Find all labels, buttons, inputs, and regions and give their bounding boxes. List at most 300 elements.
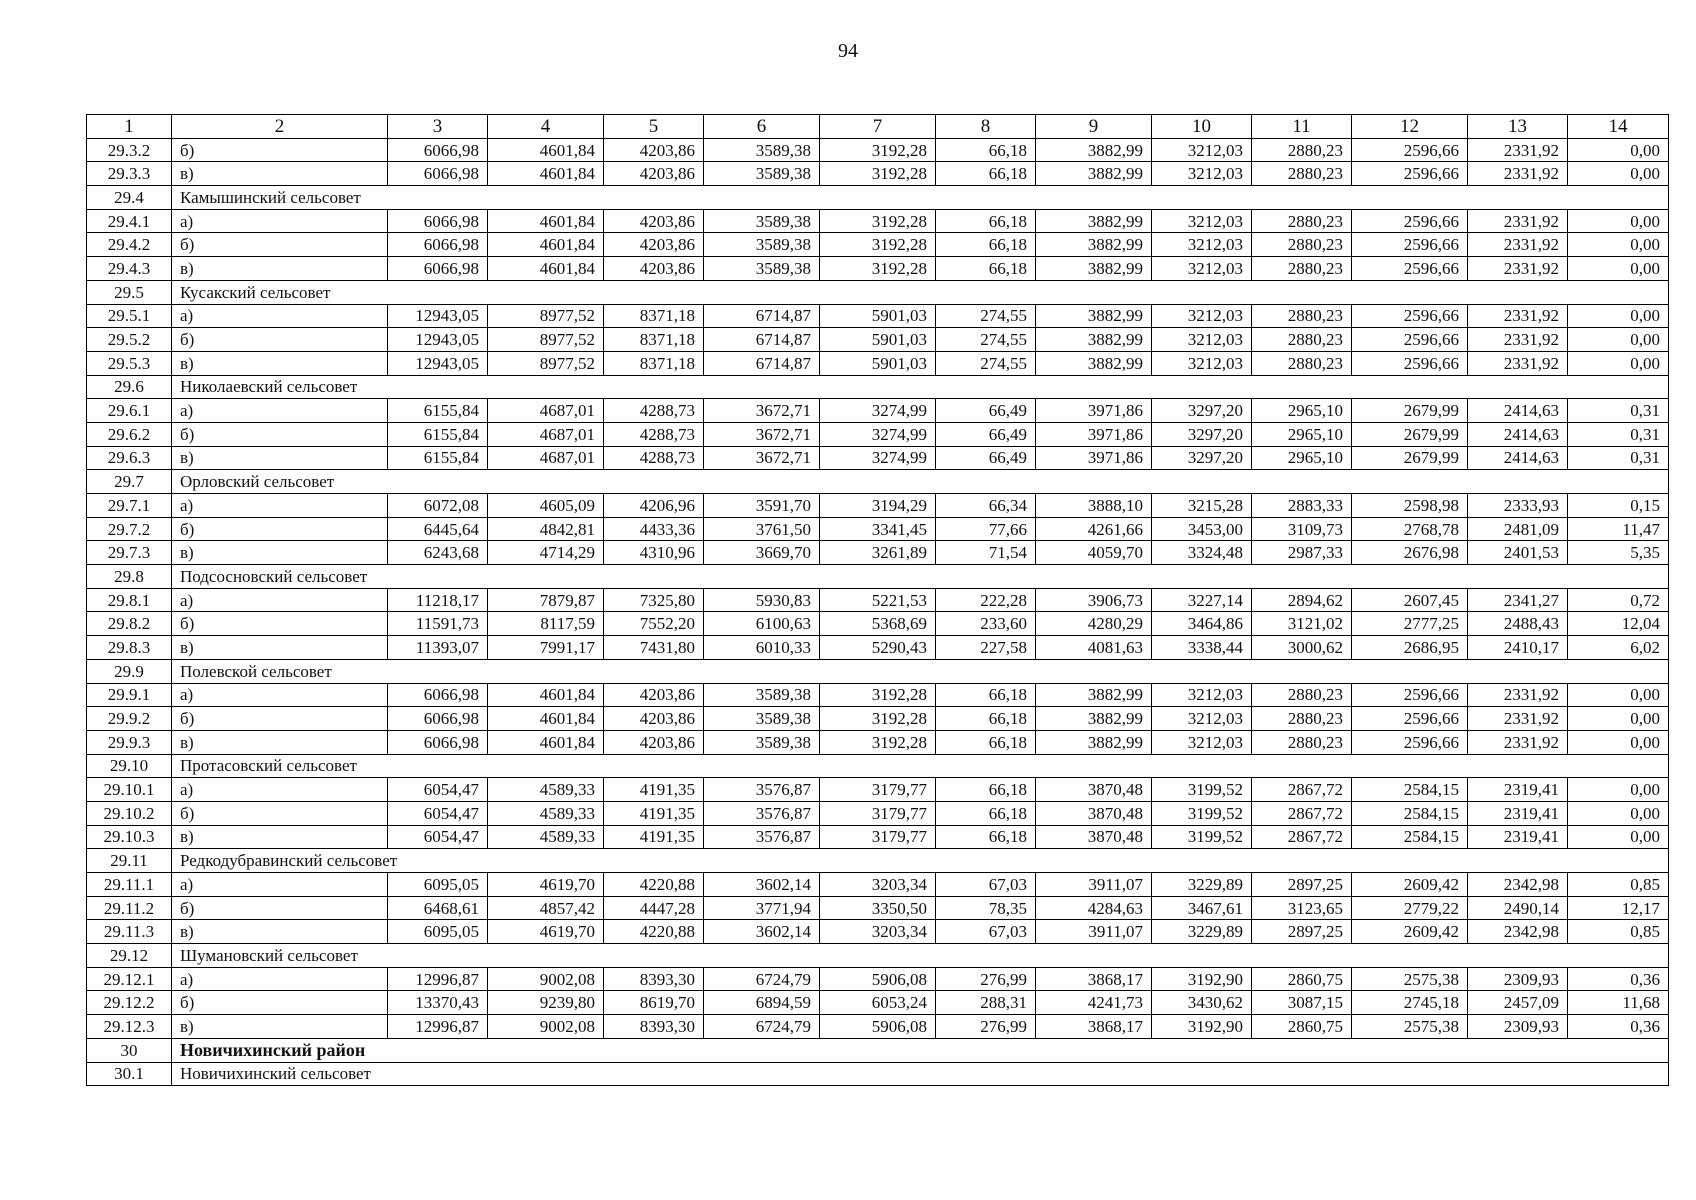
column-number-header-row bbox=[87, 115, 1669, 139]
value-cell: 3179,77 bbox=[820, 825, 936, 849]
table-row bbox=[87, 541, 1669, 565]
value-cell: 2609,42 bbox=[1352, 873, 1468, 897]
row-label: б) bbox=[172, 991, 388, 1015]
value-cell: 3576,87 bbox=[704, 778, 820, 802]
value-cell: 3882,99 bbox=[1036, 707, 1152, 731]
value-cell: 3192,28 bbox=[820, 209, 936, 233]
group-title: Орловский сельсовет bbox=[172, 470, 1669, 494]
value-cell: 4601,84 bbox=[488, 730, 604, 754]
value-cell: 2333,93 bbox=[1468, 494, 1568, 518]
value-cell: 8371,18 bbox=[604, 304, 704, 328]
value-cell: 8977,52 bbox=[488, 328, 604, 352]
value-cell: 2341,27 bbox=[1468, 588, 1568, 612]
row-code: 29.10.3 bbox=[87, 825, 172, 849]
column-header: 10 bbox=[1152, 115, 1252, 139]
value-cell: 2401,53 bbox=[1468, 541, 1568, 565]
value-cell: 2584,15 bbox=[1352, 801, 1468, 825]
value-cell: 66,49 bbox=[936, 446, 1036, 470]
value-cell: 0,00 bbox=[1568, 304, 1669, 328]
value-cell: 2768,78 bbox=[1352, 517, 1468, 541]
group-row bbox=[87, 659, 1669, 683]
value-cell: 3109,73 bbox=[1252, 517, 1352, 541]
value-cell: 3229,89 bbox=[1152, 920, 1252, 944]
value-cell: 2331,92 bbox=[1468, 707, 1568, 731]
value-cell: 66,18 bbox=[936, 257, 1036, 281]
value-cell: 66,18 bbox=[936, 730, 1036, 754]
group-row bbox=[87, 375, 1669, 399]
value-cell: 8117,59 bbox=[488, 612, 604, 636]
value-cell: 3324,48 bbox=[1152, 541, 1252, 565]
value-cell: 2414,63 bbox=[1468, 446, 1568, 470]
value-cell: 6066,98 bbox=[388, 162, 488, 186]
value-cell: 3467,61 bbox=[1152, 896, 1252, 920]
value-cell: 2309,93 bbox=[1468, 1015, 1568, 1039]
value-cell: 6054,47 bbox=[388, 825, 488, 849]
row-label: а) bbox=[172, 873, 388, 897]
value-cell: 2880,23 bbox=[1252, 730, 1352, 754]
value-cell: 0,00 bbox=[1568, 778, 1669, 802]
value-cell: 3261,89 bbox=[820, 541, 936, 565]
value-cell: 7325,80 bbox=[604, 588, 704, 612]
value-cell: 3297,20 bbox=[1152, 399, 1252, 423]
row-code: 29.10 bbox=[87, 754, 172, 778]
value-cell: 66,18 bbox=[936, 233, 1036, 257]
value-cell: 6724,79 bbox=[704, 1015, 820, 1039]
table-row bbox=[87, 991, 1669, 1015]
value-cell: 2867,72 bbox=[1252, 825, 1352, 849]
value-cell: 2609,42 bbox=[1352, 920, 1468, 944]
value-cell: 66,18 bbox=[936, 162, 1036, 186]
value-cell: 2880,23 bbox=[1252, 233, 1352, 257]
table-row bbox=[87, 778, 1669, 802]
value-cell: 4605,09 bbox=[488, 494, 604, 518]
value-cell: 6066,98 bbox=[388, 233, 488, 257]
column-header: 6 bbox=[704, 115, 820, 139]
value-cell: 3350,50 bbox=[820, 896, 936, 920]
table-row bbox=[87, 304, 1669, 328]
value-cell: 66,18 bbox=[936, 801, 1036, 825]
value-cell: 3212,03 bbox=[1152, 730, 1252, 754]
value-cell: 6054,47 bbox=[388, 801, 488, 825]
row-label: а) bbox=[172, 588, 388, 612]
value-cell: 3589,38 bbox=[704, 138, 820, 162]
value-cell: 6066,98 bbox=[388, 730, 488, 754]
value-cell: 4284,63 bbox=[1036, 896, 1152, 920]
value-cell: 2777,25 bbox=[1352, 612, 1468, 636]
table-row bbox=[87, 707, 1669, 731]
value-cell: 3297,20 bbox=[1152, 446, 1252, 470]
value-cell: 2607,45 bbox=[1352, 588, 1468, 612]
value-cell: 3589,38 bbox=[704, 233, 820, 257]
value-cell: 4220,88 bbox=[604, 920, 704, 944]
value-cell: 5906,08 bbox=[820, 967, 936, 991]
section-row bbox=[87, 1038, 1669, 1062]
value-cell: 4601,84 bbox=[488, 209, 604, 233]
value-cell: 2867,72 bbox=[1252, 778, 1352, 802]
value-cell: 0,00 bbox=[1568, 730, 1669, 754]
value-cell: 12943,05 bbox=[388, 328, 488, 352]
row-code: 29.10.2 bbox=[87, 801, 172, 825]
value-cell: 6445,64 bbox=[388, 517, 488, 541]
row-code: 29.9.2 bbox=[87, 707, 172, 731]
value-cell: 2414,63 bbox=[1468, 399, 1568, 423]
value-cell: 3179,77 bbox=[820, 801, 936, 825]
value-cell: 2331,92 bbox=[1468, 209, 1568, 233]
row-code: 29.4.2 bbox=[87, 233, 172, 257]
value-cell: 2331,92 bbox=[1468, 162, 1568, 186]
table-row bbox=[87, 446, 1669, 470]
row-label: а) bbox=[172, 399, 388, 423]
value-cell: 3589,38 bbox=[704, 257, 820, 281]
value-cell: 2331,92 bbox=[1468, 138, 1568, 162]
value-cell: 2331,92 bbox=[1468, 730, 1568, 754]
value-cell: 3868,17 bbox=[1036, 967, 1152, 991]
value-cell: 0,31 bbox=[1568, 399, 1669, 423]
value-cell: 3192,28 bbox=[820, 730, 936, 754]
value-cell: 4447,28 bbox=[604, 896, 704, 920]
value-cell: 2410,17 bbox=[1468, 636, 1568, 660]
value-cell: 12,17 bbox=[1568, 896, 1669, 920]
value-cell: 3192,90 bbox=[1152, 967, 1252, 991]
value-cell: 2457,09 bbox=[1468, 991, 1568, 1015]
row-code: 29.11.3 bbox=[87, 920, 172, 944]
value-cell: 3882,99 bbox=[1036, 730, 1152, 754]
table-row bbox=[87, 730, 1669, 754]
value-cell: 5901,03 bbox=[820, 351, 936, 375]
value-cell: 4857,42 bbox=[488, 896, 604, 920]
row-label: в) bbox=[172, 162, 388, 186]
value-cell: 3911,07 bbox=[1036, 920, 1152, 944]
value-cell: 7552,20 bbox=[604, 612, 704, 636]
value-cell: 3212,03 bbox=[1152, 304, 1252, 328]
value-cell: 3971,86 bbox=[1036, 399, 1152, 423]
value-cell: 6243,68 bbox=[388, 541, 488, 565]
value-cell: 9002,08 bbox=[488, 1015, 604, 1039]
value-cell: 3192,28 bbox=[820, 257, 936, 281]
value-cell: 3882,99 bbox=[1036, 209, 1152, 233]
row-code: 29.8 bbox=[87, 565, 172, 589]
value-cell: 3591,70 bbox=[704, 494, 820, 518]
value-cell: 2686,95 bbox=[1352, 636, 1468, 660]
value-cell: 3212,03 bbox=[1152, 233, 1252, 257]
value-cell: 4601,84 bbox=[488, 257, 604, 281]
value-cell: 3192,28 bbox=[820, 707, 936, 731]
value-cell: 3882,99 bbox=[1036, 257, 1152, 281]
value-cell: 3602,14 bbox=[704, 920, 820, 944]
value-cell: 3212,03 bbox=[1152, 257, 1252, 281]
value-cell: 4687,01 bbox=[488, 399, 604, 423]
value-cell: 2596,66 bbox=[1352, 328, 1468, 352]
value-cell: 6066,98 bbox=[388, 707, 488, 731]
value-cell: 3192,28 bbox=[820, 683, 936, 707]
row-code: 29.12.1 bbox=[87, 967, 172, 991]
value-cell: 2676,98 bbox=[1352, 541, 1468, 565]
value-cell: 2596,66 bbox=[1352, 162, 1468, 186]
value-cell: 12996,87 bbox=[388, 1015, 488, 1039]
row-code: 29.9 bbox=[87, 659, 172, 683]
table-row bbox=[87, 257, 1669, 281]
value-cell: 78,35 bbox=[936, 896, 1036, 920]
table-row bbox=[87, 351, 1669, 375]
value-cell: 66,49 bbox=[936, 422, 1036, 446]
table-row bbox=[87, 612, 1669, 636]
value-cell: 3212,03 bbox=[1152, 209, 1252, 233]
value-cell: 2880,23 bbox=[1252, 138, 1352, 162]
value-cell: 5290,43 bbox=[820, 636, 936, 660]
value-cell: 12,04 bbox=[1568, 612, 1669, 636]
value-cell: 4601,84 bbox=[488, 707, 604, 731]
group-title: Подсосновский сельсовет bbox=[172, 565, 1669, 589]
value-cell: 3882,99 bbox=[1036, 233, 1152, 257]
value-cell: 12943,05 bbox=[388, 304, 488, 328]
column-header: 4 bbox=[488, 115, 604, 139]
value-cell: 233,60 bbox=[936, 612, 1036, 636]
value-cell: 3212,03 bbox=[1152, 328, 1252, 352]
value-cell: 3192,28 bbox=[820, 162, 936, 186]
value-cell: 4059,70 bbox=[1036, 541, 1152, 565]
value-cell: 3212,03 bbox=[1152, 683, 1252, 707]
group-row bbox=[87, 754, 1669, 778]
value-cell: 66,18 bbox=[936, 707, 1036, 731]
value-cell: 3882,99 bbox=[1036, 351, 1152, 375]
row-label: а) bbox=[172, 967, 388, 991]
column-header: 14 bbox=[1568, 115, 1669, 139]
value-cell: 5906,08 bbox=[820, 1015, 936, 1039]
value-cell: 3576,87 bbox=[704, 825, 820, 849]
value-cell: 66,49 bbox=[936, 399, 1036, 423]
table-row bbox=[87, 801, 1669, 825]
value-cell: 0,00 bbox=[1568, 683, 1669, 707]
value-cell: 4842,81 bbox=[488, 517, 604, 541]
value-cell: 276,99 bbox=[936, 967, 1036, 991]
row-label: в) bbox=[172, 1015, 388, 1039]
value-cell: 6,02 bbox=[1568, 636, 1669, 660]
row-code: 29.7.3 bbox=[87, 541, 172, 565]
table-row bbox=[87, 328, 1669, 352]
table-row bbox=[87, 636, 1669, 660]
value-cell: 274,55 bbox=[936, 304, 1036, 328]
value-cell: 4589,33 bbox=[488, 778, 604, 802]
value-cell: 3121,02 bbox=[1252, 612, 1352, 636]
value-cell: 11218,17 bbox=[388, 588, 488, 612]
row-label: в) bbox=[172, 825, 388, 849]
value-cell: 4203,86 bbox=[604, 138, 704, 162]
row-label: а) bbox=[172, 494, 388, 518]
value-cell: 4601,84 bbox=[488, 162, 604, 186]
group-row bbox=[87, 565, 1669, 589]
value-cell: 3087,15 bbox=[1252, 991, 1352, 1015]
row-code: 29.4.1 bbox=[87, 209, 172, 233]
value-cell: 6053,24 bbox=[820, 991, 936, 1015]
value-cell: 4601,84 bbox=[488, 683, 604, 707]
table-row bbox=[87, 162, 1669, 186]
row-code: 29.3.2 bbox=[87, 138, 172, 162]
row-label: б) bbox=[172, 612, 388, 636]
value-cell: 2488,43 bbox=[1468, 612, 1568, 636]
value-cell: 2481,09 bbox=[1468, 517, 1568, 541]
value-cell: 6066,98 bbox=[388, 209, 488, 233]
value-cell: 3297,20 bbox=[1152, 422, 1252, 446]
value-cell: 4191,35 bbox=[604, 801, 704, 825]
value-cell: 8393,30 bbox=[604, 967, 704, 991]
value-cell: 2331,92 bbox=[1468, 304, 1568, 328]
value-cell: 12996,87 bbox=[388, 967, 488, 991]
value-cell: 6155,84 bbox=[388, 446, 488, 470]
value-cell: 8371,18 bbox=[604, 351, 704, 375]
value-cell: 5,35 bbox=[1568, 541, 1669, 565]
value-cell: 11591,73 bbox=[388, 612, 488, 636]
value-cell: 3868,17 bbox=[1036, 1015, 1152, 1039]
value-cell: 2860,75 bbox=[1252, 967, 1352, 991]
value-cell: 2596,66 bbox=[1352, 304, 1468, 328]
group-title: Кусакский сельсовет bbox=[172, 280, 1669, 304]
row-label: б) bbox=[172, 328, 388, 352]
value-cell: 3761,50 bbox=[704, 517, 820, 541]
row-code: 29.4 bbox=[87, 186, 172, 210]
value-cell: 3212,03 bbox=[1152, 351, 1252, 375]
value-cell: 274,55 bbox=[936, 351, 1036, 375]
value-cell: 288,31 bbox=[936, 991, 1036, 1015]
value-cell: 2490,14 bbox=[1468, 896, 1568, 920]
row-label: в) bbox=[172, 920, 388, 944]
value-cell: 66,18 bbox=[936, 138, 1036, 162]
value-cell: 3971,86 bbox=[1036, 422, 1152, 446]
row-label: в) bbox=[172, 730, 388, 754]
value-cell: 4203,86 bbox=[604, 730, 704, 754]
row-label: б) bbox=[172, 233, 388, 257]
value-cell: 67,03 bbox=[936, 873, 1036, 897]
table-row bbox=[87, 494, 1669, 518]
value-cell: 6894,59 bbox=[704, 991, 820, 1015]
value-cell: 3192,28 bbox=[820, 233, 936, 257]
value-cell: 6072,08 bbox=[388, 494, 488, 518]
value-cell: 0,15 bbox=[1568, 494, 1669, 518]
column-header: 12 bbox=[1352, 115, 1468, 139]
value-cell: 0,00 bbox=[1568, 162, 1669, 186]
column-header: 7 bbox=[820, 115, 936, 139]
value-cell: 6066,98 bbox=[388, 683, 488, 707]
row-label: б) bbox=[172, 707, 388, 731]
value-cell: 2867,72 bbox=[1252, 801, 1352, 825]
value-cell: 3870,48 bbox=[1036, 825, 1152, 849]
value-cell: 3203,34 bbox=[820, 873, 936, 897]
tariff-table bbox=[86, 114, 1669, 1086]
value-cell: 2319,41 bbox=[1468, 778, 1568, 802]
value-cell: 4081,63 bbox=[1036, 636, 1152, 660]
group-row bbox=[87, 1062, 1669, 1086]
value-cell: 2880,23 bbox=[1252, 707, 1352, 731]
value-cell: 4203,86 bbox=[604, 162, 704, 186]
row-code: 29.5.3 bbox=[87, 351, 172, 375]
value-cell: 3192,28 bbox=[820, 138, 936, 162]
value-cell: 3229,89 bbox=[1152, 873, 1252, 897]
column-header: 1 bbox=[87, 115, 172, 139]
value-cell: 0,36 bbox=[1568, 967, 1669, 991]
value-cell: 2745,18 bbox=[1352, 991, 1468, 1015]
value-cell: 6468,61 bbox=[388, 896, 488, 920]
value-cell: 4288,73 bbox=[604, 446, 704, 470]
value-cell: 3888,10 bbox=[1036, 494, 1152, 518]
value-cell: 66,34 bbox=[936, 494, 1036, 518]
group-title: Новичихинский сельсовет bbox=[172, 1062, 1669, 1086]
value-cell: 0,00 bbox=[1568, 233, 1669, 257]
value-cell: 3215,28 bbox=[1152, 494, 1252, 518]
value-cell: 6714,87 bbox=[704, 304, 820, 328]
value-cell: 6095,05 bbox=[388, 920, 488, 944]
value-cell: 3199,52 bbox=[1152, 825, 1252, 849]
value-cell: 6100,63 bbox=[704, 612, 820, 636]
value-cell: 3672,71 bbox=[704, 399, 820, 423]
value-cell: 6714,87 bbox=[704, 351, 820, 375]
row-label: б) bbox=[172, 138, 388, 162]
row-code: 29.7.2 bbox=[87, 517, 172, 541]
value-cell: 12943,05 bbox=[388, 351, 488, 375]
value-cell: 4203,86 bbox=[604, 233, 704, 257]
value-cell: 4203,86 bbox=[604, 257, 704, 281]
group-row bbox=[87, 470, 1669, 494]
value-cell: 2679,99 bbox=[1352, 399, 1468, 423]
value-cell: 3589,38 bbox=[704, 162, 820, 186]
group-row bbox=[87, 944, 1669, 968]
column-header: 8 bbox=[936, 115, 1036, 139]
group-title: Редкодубравинский сельсовет bbox=[172, 849, 1669, 873]
value-cell: 4288,73 bbox=[604, 422, 704, 446]
value-cell: 3274,99 bbox=[820, 422, 936, 446]
value-cell: 4601,84 bbox=[488, 138, 604, 162]
value-cell: 3274,99 bbox=[820, 446, 936, 470]
row-code: 29.5.1 bbox=[87, 304, 172, 328]
column-header: 5 bbox=[604, 115, 704, 139]
value-cell: 0,36 bbox=[1568, 1015, 1669, 1039]
row-code: 29.3.3 bbox=[87, 162, 172, 186]
value-cell: 5901,03 bbox=[820, 328, 936, 352]
row-label: б) bbox=[172, 422, 388, 446]
value-cell: 9002,08 bbox=[488, 967, 604, 991]
value-cell: 2342,98 bbox=[1468, 873, 1568, 897]
value-cell: 2880,23 bbox=[1252, 683, 1352, 707]
group-title: Шумановский сельсовет bbox=[172, 944, 1669, 968]
value-cell: 9239,80 bbox=[488, 991, 604, 1015]
table-row bbox=[87, 517, 1669, 541]
value-cell: 4589,33 bbox=[488, 801, 604, 825]
section-title: Новичихинский район bbox=[172, 1038, 1669, 1062]
value-cell: 2596,66 bbox=[1352, 257, 1468, 281]
value-cell: 2414,63 bbox=[1468, 422, 1568, 446]
row-label: б) bbox=[172, 517, 388, 541]
value-cell: 2584,15 bbox=[1352, 778, 1468, 802]
value-cell: 3672,71 bbox=[704, 422, 820, 446]
row-code: 29.11.1 bbox=[87, 873, 172, 897]
value-cell: 222,28 bbox=[936, 588, 1036, 612]
value-cell: 4203,86 bbox=[604, 683, 704, 707]
value-cell: 6095,05 bbox=[388, 873, 488, 897]
value-cell: 3882,99 bbox=[1036, 328, 1152, 352]
value-cell: 3192,90 bbox=[1152, 1015, 1252, 1039]
value-cell: 4310,96 bbox=[604, 541, 704, 565]
table-row bbox=[87, 422, 1669, 446]
value-cell: 0,00 bbox=[1568, 351, 1669, 375]
value-cell: 8371,18 bbox=[604, 328, 704, 352]
value-cell: 2331,92 bbox=[1468, 683, 1568, 707]
row-code: 29.4.3 bbox=[87, 257, 172, 281]
value-cell: 3589,38 bbox=[704, 707, 820, 731]
value-cell: 3000,62 bbox=[1252, 636, 1352, 660]
row-code: 29.7 bbox=[87, 470, 172, 494]
value-cell: 3123,65 bbox=[1252, 896, 1352, 920]
column-header: 9 bbox=[1036, 115, 1152, 139]
value-cell: 276,99 bbox=[936, 1015, 1036, 1039]
value-cell: 227,58 bbox=[936, 636, 1036, 660]
